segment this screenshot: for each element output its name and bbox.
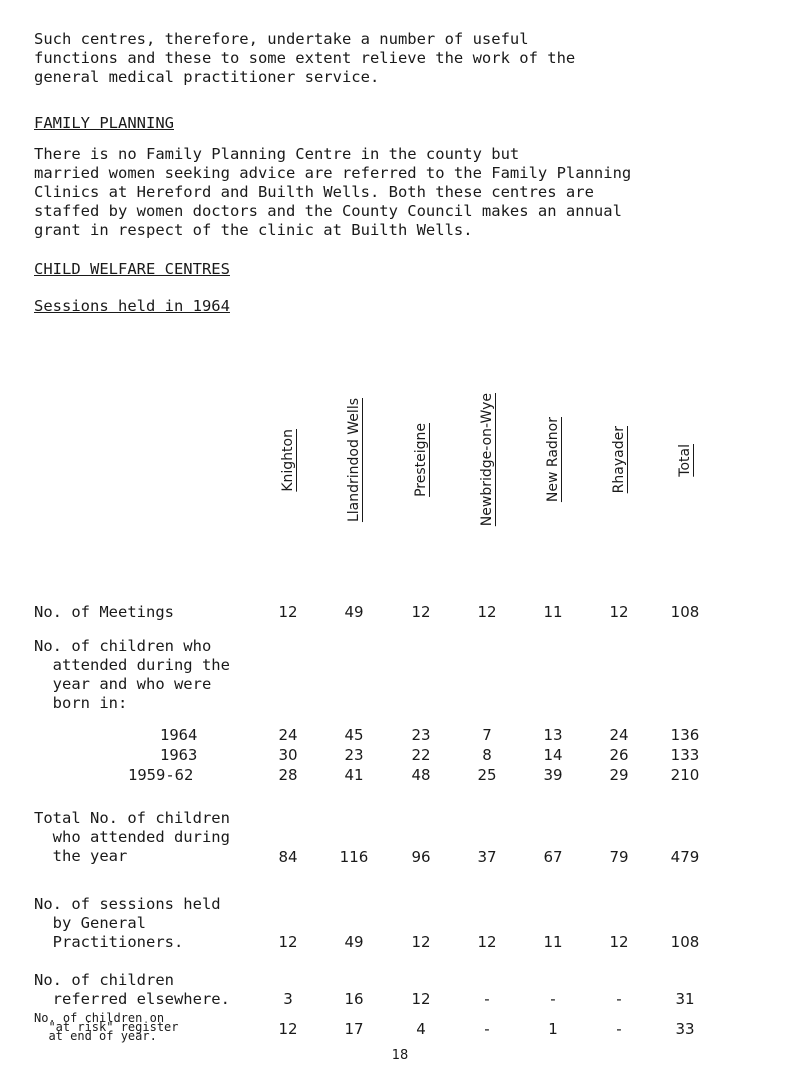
table-cell: 37 bbox=[477, 848, 497, 866]
table-cell: 133 bbox=[670, 746, 700, 764]
table-cell: 23 bbox=[344, 746, 364, 764]
table-cell: 16 bbox=[344, 990, 364, 1008]
column-header-new-radnor: New Radnor bbox=[545, 417, 561, 503]
table-cell: 210 bbox=[670, 766, 700, 784]
table-cell: 49 bbox=[344, 933, 364, 951]
column-header-newbridge-on-wye: Newbridge-on-Wye bbox=[479, 393, 495, 527]
table-cell: - bbox=[484, 1020, 490, 1038]
table-cell: 49 bbox=[344, 603, 364, 621]
table-cell: 3 bbox=[283, 990, 293, 1008]
table-cell: 108 bbox=[670, 603, 700, 621]
table-cell: 84 bbox=[278, 848, 298, 866]
table-cell: 116 bbox=[339, 848, 369, 866]
table-cell: 12 bbox=[609, 603, 629, 621]
table-cell: 12 bbox=[278, 603, 298, 621]
page-number: 18 bbox=[391, 1048, 409, 1063]
table-cell: 24 bbox=[609, 726, 629, 744]
row-label-1963: 1963 bbox=[160, 746, 198, 764]
table-cell: 48 bbox=[411, 766, 431, 784]
table-cell: 22 bbox=[411, 746, 431, 764]
row-label-gp-sessions: No. of sessions held by General Practitioners. bbox=[34, 895, 221, 951]
family-planning-paragraph: There is no Family Planning Centre in the county but married women seeking advice are referred to the Family Planning Clinics at Hereford and Builth Wells. Both these centres are staffed by women doctors and the County Council makes an annual grant in respect of the clinic at Builth Wells. bbox=[34, 145, 632, 239]
table-cell: 4 bbox=[416, 1020, 426, 1038]
table-cell: 12 bbox=[477, 603, 497, 621]
table-cell: 12 bbox=[411, 603, 431, 621]
column-header-presteigne: Presteigne bbox=[413, 423, 429, 497]
table-cell: 67 bbox=[543, 848, 563, 866]
table-cell: 11 bbox=[543, 933, 563, 951]
table-cell: 12 bbox=[411, 933, 431, 951]
table-cell: 24 bbox=[278, 726, 298, 744]
table-cell: - bbox=[616, 1020, 622, 1038]
table-cell: 7 bbox=[482, 726, 492, 744]
table-cell: 14 bbox=[543, 746, 563, 764]
table-cell: 12 bbox=[609, 933, 629, 951]
table-cell: 17 bbox=[344, 1020, 364, 1038]
row-label-1959-62: 1959-62 bbox=[128, 766, 194, 784]
table-cell: 39 bbox=[543, 766, 563, 784]
row-label-total-children: Total No. of children who attended during the year bbox=[34, 809, 230, 865]
table-cell: 23 bbox=[411, 726, 431, 744]
table-cell: 108 bbox=[670, 933, 700, 951]
table-cell: 8 bbox=[482, 746, 492, 764]
row-label-meetings: No. of Meetings bbox=[34, 603, 174, 621]
table-cell: - bbox=[550, 990, 556, 1008]
table-cell: 11 bbox=[543, 603, 563, 621]
table-cell: 479 bbox=[670, 848, 700, 866]
table-cell: 33 bbox=[675, 1020, 695, 1038]
table-cell: 79 bbox=[609, 848, 629, 866]
table-cell: 29 bbox=[609, 766, 629, 784]
row-label-1964: 1964 bbox=[160, 726, 198, 744]
table-cell: 13 bbox=[543, 726, 563, 744]
row-label-children-attended-born-in: No. of children who attended during the year and who were born in: bbox=[34, 637, 230, 712]
table-cell: 12 bbox=[477, 933, 497, 951]
child-welfare-heading: CHILD WELFARE CENTRES bbox=[34, 260, 230, 278]
table-cell: 41 bbox=[344, 766, 364, 784]
table-cell: - bbox=[484, 990, 490, 1008]
table-cell: - bbox=[616, 990, 622, 1008]
table-cell: 1 bbox=[548, 1020, 558, 1038]
sessions-subheading: Sessions held in 1964 bbox=[34, 297, 230, 315]
table-cell: 96 bbox=[411, 848, 431, 866]
row-label-referred-elsewhere: No. of children referred elsewhere. bbox=[34, 971, 230, 1008]
table-cell: 45 bbox=[344, 726, 364, 744]
column-header-knighton: Knighton bbox=[280, 428, 296, 492]
table-cell: 28 bbox=[278, 766, 298, 784]
column-header-total: Total bbox=[677, 443, 693, 477]
table-cell: 26 bbox=[609, 746, 629, 764]
table-cell: 12 bbox=[278, 933, 298, 951]
table-cell: 25 bbox=[477, 766, 497, 784]
row-label-at-risk-register: No. of children on "at risk" register at end of year. bbox=[34, 1011, 179, 1043]
column-header-rhayader: Rhayader bbox=[611, 426, 627, 494]
table-cell: 136 bbox=[670, 726, 700, 744]
column-header-llandrindod-wells: Llandrindod Wells bbox=[346, 397, 362, 523]
table-cell: 12 bbox=[278, 1020, 298, 1038]
table-cell: 12 bbox=[411, 990, 431, 1008]
family-planning-heading: FAMILY PLANNING bbox=[34, 114, 174, 132]
table-cell: 31 bbox=[675, 990, 695, 1008]
intro-paragraph: Such centres, therefore, undertake a number of useful functions and these to some extent relieve the work of the general medical practitioner service. bbox=[34, 30, 576, 86]
table-cell: 30 bbox=[278, 746, 298, 764]
